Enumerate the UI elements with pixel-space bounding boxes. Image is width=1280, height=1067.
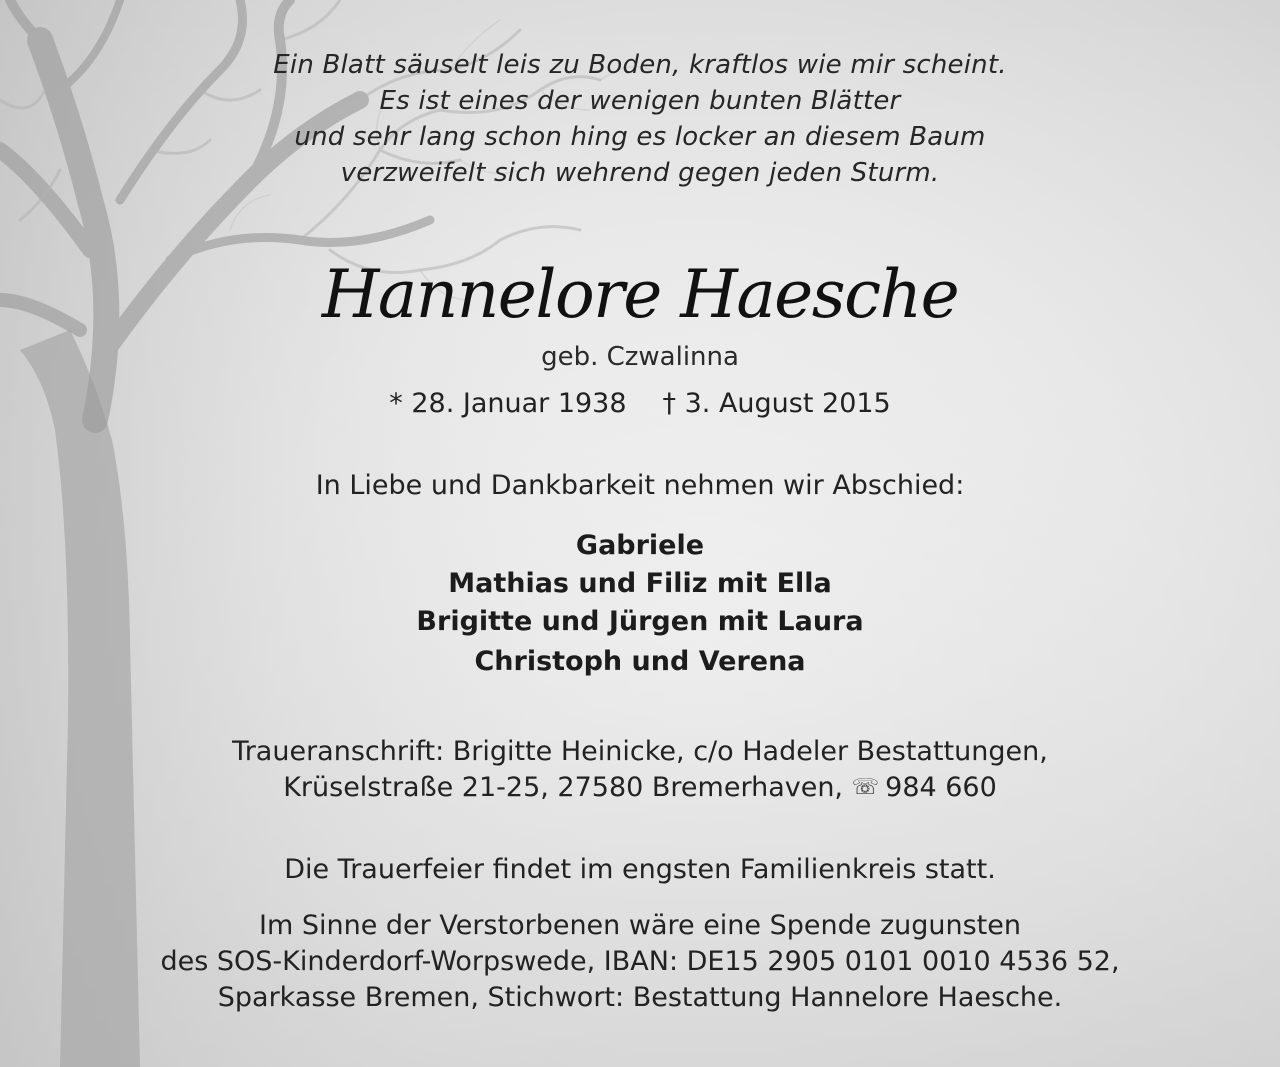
poem-line: Es ist eines der wenigen bunten Blätter [379,86,901,116]
birth-name: geb. Czwalinna [541,342,739,372]
deceased-name: Hannelore Haesche [321,256,959,333]
family-member: Mathias und Filiz mit Ella [448,568,832,599]
telephone-icon: ☏ [851,775,880,800]
family-member: Christoph und Verena [474,646,806,677]
life-dates [0,388,1280,419]
donation-line: des SOS-Kinderdorf-Worpswede, IBAN: DE15 2905 0101 0010 4536 52, [160,946,1120,977]
phone-number: 984 660 [885,772,997,803]
death-date: † 3. August 2015 [662,388,891,419]
street-city: Krüselstraße 21-25, 27580 Bremerhaven, [283,772,844,803]
poem-line: Ein Blatt säuselt leis zu Boden, kraftlos wie mir scheint. [273,50,1007,80]
mourning-address-line: Traueranschrift: Brigitte Heinicke, c/o Hadeler Bestattungen, [232,736,1048,767]
poem-line: und sehr lang schon hing es locker an diesem Baum [294,122,986,152]
family-member: Gabriele [575,530,705,561]
poem-line: verzweifelt sich wehrend gegen jeden Sturm. [340,158,940,188]
family-member: Brigitte und Jürgen mit Laura [416,606,864,637]
ceremony-note: Die Trauerfeier findet im engsten Familienkreis statt. [284,854,996,885]
farewell-intro: In Liebe und Dankbarkeit nehmen wir Abschied: [315,470,965,501]
mourning-address-line [0,772,1280,803]
birth-date: * 28. Januar 1938 [389,388,627,419]
donation-line: Sparkasse Bremen, Stichwort: Bestattung Hannelore Haesche. [217,982,1063,1013]
donation-line: Im Sinne der Verstorbenen wäre eine Spende zugunsten [259,910,1021,941]
